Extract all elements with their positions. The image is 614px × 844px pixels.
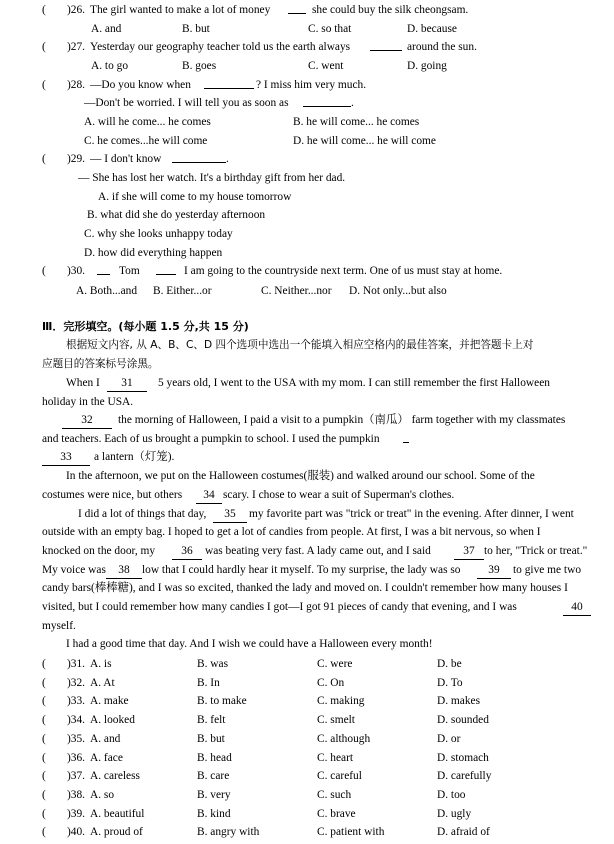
option-c: C. he comes...he will come [84, 135, 208, 147]
option-b: B. goes [182, 60, 217, 72]
option-d: D. he will come... he will come [293, 135, 436, 147]
passage-line: outside with an empty bag. I hoped to get a lot of candies from people. At first, I was a bit nervous, so when I [42, 526, 541, 538]
question-28 [0, 77, 614, 93]
answer-paren: ( [42, 751, 46, 764]
passage-line: knocked on the door, my 36 was beating very fast. A lady came out, and I said 37 to her, "Trick or treat." [0, 543, 614, 559]
question-text: The girl wanted to make a lot of money [90, 4, 271, 16]
option-d: D. stomach [437, 751, 489, 764]
option-a: A. beautiful [90, 807, 145, 820]
blank-40: 40 [563, 599, 591, 616]
option-a: A. face [90, 751, 123, 764]
section-instruction-cont: 应题目的答案标号涂黑。 [42, 358, 159, 370]
question-number: )40. [67, 826, 86, 839]
option-b: B. head [197, 751, 232, 764]
answer-paren: ( [42, 265, 46, 277]
option-c: C. On [317, 676, 345, 689]
question-28-reply [0, 95, 614, 111]
question-number: )37. [67, 770, 86, 783]
option-d: D. be [437, 658, 462, 670]
passage-line: In the afternoon, we put on the Halloween costumes(服装) and walked around our school. Some of the [66, 470, 535, 482]
passage-line: visited, but I could remember how many candies I got—I got 91 pieces of candy that evening, and I was 40 [0, 599, 614, 615]
option-b: B. he will come... he comes [293, 116, 420, 128]
answer-blank [172, 151, 226, 163]
option-a: A. will he come... he comes [84, 116, 211, 128]
answer-blank [156, 263, 176, 275]
option-a: A. careless [90, 770, 140, 783]
question-text-end: . [226, 153, 229, 165]
option-a: A. and [90, 732, 121, 745]
question-number: )28. [67, 79, 86, 91]
passage-line: costumes were nice, but others 34 scary. I chose to wear a suit of Superman's clothes. [0, 487, 614, 503]
option-b: B. but [182, 23, 210, 35]
answer-paren: ( [42, 695, 46, 708]
option-d: D. To [437, 676, 463, 689]
options-30 [0, 283, 614, 299]
option-a: A. is [90, 658, 112, 670]
option-a: A. make [90, 695, 129, 708]
blank-39: 39 [477, 562, 511, 579]
passage-line: I had a good time that day. And I wish we could have a Halloween every month! [66, 638, 433, 650]
passage-line: holiday in the USA. [42, 396, 134, 408]
blank-line [403, 431, 409, 443]
answer-paren: ( [42, 79, 46, 91]
answer-blank [303, 95, 351, 107]
answer-paren: ( [42, 732, 46, 745]
option-b: B. In [197, 676, 220, 689]
answer-blank [288, 2, 306, 14]
blank-35: 35 [213, 506, 247, 523]
option-a: A. At [90, 676, 115, 689]
answer-paren: ( [42, 807, 46, 820]
option-c: C. Neither...nor [261, 285, 332, 297]
option-b: B. care [197, 770, 230, 783]
option-d: D. going [407, 60, 447, 72]
option-a: A. proud of [90, 826, 143, 839]
option-c: C. so that [308, 23, 352, 35]
option-29-c: C. why she looks unhappy today [84, 228, 233, 240]
options-28-row2 [0, 133, 614, 149]
cloze-question-row [0, 731, 614, 747]
question-number: )34. [67, 714, 86, 727]
option-c: C. patient with [317, 826, 385, 839]
option-d: D. afraid of [437, 826, 490, 839]
option-c: C. heart [317, 751, 354, 764]
question-number: )38. [67, 788, 86, 801]
cloze-question-row [0, 693, 614, 709]
question-text: — I don't know [90, 153, 162, 165]
option-d: D. makes [437, 695, 481, 708]
cloze-question-row [0, 806, 614, 822]
options-26 [0, 21, 614, 37]
blank-34: 34 [196, 487, 222, 504]
option-b: B. but [197, 732, 225, 745]
option-d: D. too [437, 788, 466, 801]
question-29-reply [0, 170, 614, 186]
cloze-question-row [0, 712, 614, 728]
question-text: — She has lost her watch. It's a birthday gift from her dad. [78, 172, 346, 184]
option-d: D. Not only...but also [349, 285, 447, 297]
option-b: B. angry with [197, 826, 260, 839]
answer-paren: ( [42, 658, 46, 670]
option-d: D. or [437, 732, 461, 745]
question-26 [0, 2, 614, 18]
blank-37: 37 [454, 543, 484, 560]
answer-paren: ( [42, 41, 46, 53]
option-29-d: D. how did everything happen [84, 247, 223, 259]
answer-paren: ( [42, 770, 46, 783]
cloze-question-row [0, 768, 614, 784]
question-text: Tom [119, 265, 140, 277]
answer-paren: ( [42, 153, 46, 165]
option-b: B. felt [197, 714, 226, 727]
question-text-end: ? I miss him very much. [256, 79, 367, 91]
option-d: D. ugly [437, 807, 472, 820]
option-d: D. carefully [437, 770, 492, 783]
question-number: )33. [67, 695, 86, 708]
blank-36: 36 [172, 543, 202, 560]
blank-33: 33 [42, 449, 90, 466]
passage-line: My voice was 38 low that I could hardly hear it myself. To my surprise, the lady was so 39 to give me two [0, 562, 614, 578]
option-d: D. sounded [437, 714, 489, 727]
option-b: B. to make [197, 695, 247, 708]
option-c: C. such [317, 788, 352, 801]
question-text-end: I am going to the countryside next term. One of us must stay at home. [184, 265, 503, 277]
question-number: )26. [67, 4, 86, 16]
answer-paren: ( [42, 714, 46, 727]
cloze-question-row [0, 824, 614, 840]
passage-line: and teachers. Each of us brought a pumpkin to school. I used the pumpkin [0, 431, 614, 447]
passage-line: myself. [42, 620, 76, 632]
passage-line: When I 31 5 years old, I went to the USA with my mom. I can still remember the first Halloween [0, 375, 614, 391]
question-number: )32. [67, 676, 86, 689]
option-a: A. Both...and [76, 285, 138, 297]
question-29 [0, 151, 614, 167]
section-heading: Ⅲ．完形填空。(每小题 1.5 分,共 15 分) [42, 320, 249, 333]
cloze-question-row [0, 787, 614, 803]
answer-paren: ( [42, 676, 46, 689]
answer-paren: ( [42, 826, 46, 839]
cloze-question-row [0, 656, 614, 672]
option-b: B. kind [197, 807, 231, 820]
option-c: C. although [317, 732, 371, 745]
question-text: Yesterday our geography teacher told us the earth always [90, 41, 351, 53]
option-b: B. was [197, 658, 229, 670]
passage-line: 33 a lantern（灯笼). [0, 449, 614, 465]
question-text: —Don't be worried. I will tell you as soon as [84, 97, 289, 109]
answer-blank [204, 77, 254, 89]
answer-paren: ( [42, 4, 46, 16]
options-27 [0, 58, 614, 74]
section-instruction: 根据短文内容, 从 A、B、C、D 四个选项中选出一个能填入相应空格内的最佳答案，并把答题卡上对 [66, 339, 534, 351]
passage-line: candy bars(棒棒糖), and I was so excited, thanked the lady and moved on. I couldn't remember how many houses I [42, 582, 568, 594]
question-number: )29. [67, 153, 86, 165]
option-a: A. so [90, 788, 115, 801]
question-number: )39. [67, 807, 86, 820]
option-a: A. to go [91, 60, 129, 72]
option-c: C. went [308, 60, 344, 72]
blank-31: 31 [107, 375, 147, 392]
question-number: )30. [67, 265, 86, 277]
question-number: )35. [67, 732, 86, 745]
passage-line: I did a lot of things that day, 35 my favorite part was "trick or treat" in the evening. After dinner, I went [0, 506, 614, 522]
answer-paren: ( [42, 788, 46, 801]
question-27 [0, 39, 614, 55]
option-a: A. looked [90, 714, 135, 727]
option-c: C. careful [317, 770, 362, 783]
question-text: —Do you know when [90, 79, 191, 91]
option-c: C. were [317, 658, 353, 670]
option-b: B. Either...or [153, 285, 212, 297]
question-30 [0, 263, 614, 279]
passage-line: 32 the morning of Halloween, I paid a visit to a pumpkin（南瓜） farm together with my classmates [0, 412, 614, 428]
answer-blank [97, 263, 110, 275]
question-number: )31. [67, 658, 86, 670]
option-c: C. smelt [317, 714, 355, 727]
question-number: )36. [67, 751, 86, 764]
question-text-end: around the sun. [407, 41, 477, 53]
option-29-a: A. if she will come to my house tomorrow [98, 191, 292, 203]
option-c: C. brave [317, 807, 356, 820]
blank-32: 32 [62, 412, 112, 429]
question-number: )27. [67, 41, 86, 53]
option-a: A. and [91, 23, 122, 35]
answer-blank [370, 39, 402, 51]
option-b: B. very [197, 788, 231, 801]
option-c: C. making [317, 695, 365, 708]
cloze-question-row [0, 675, 614, 691]
blank-38: 38 [106, 562, 142, 579]
option-d: D. because [407, 23, 457, 35]
question-text-end: she could buy the silk cheongsam. [312, 4, 469, 16]
options-28-row1 [0, 114, 614, 130]
option-29-b: B. what did she do yesterday afternoon [87, 209, 266, 221]
cloze-question-row [0, 750, 614, 766]
question-text-end: . [351, 97, 354, 109]
